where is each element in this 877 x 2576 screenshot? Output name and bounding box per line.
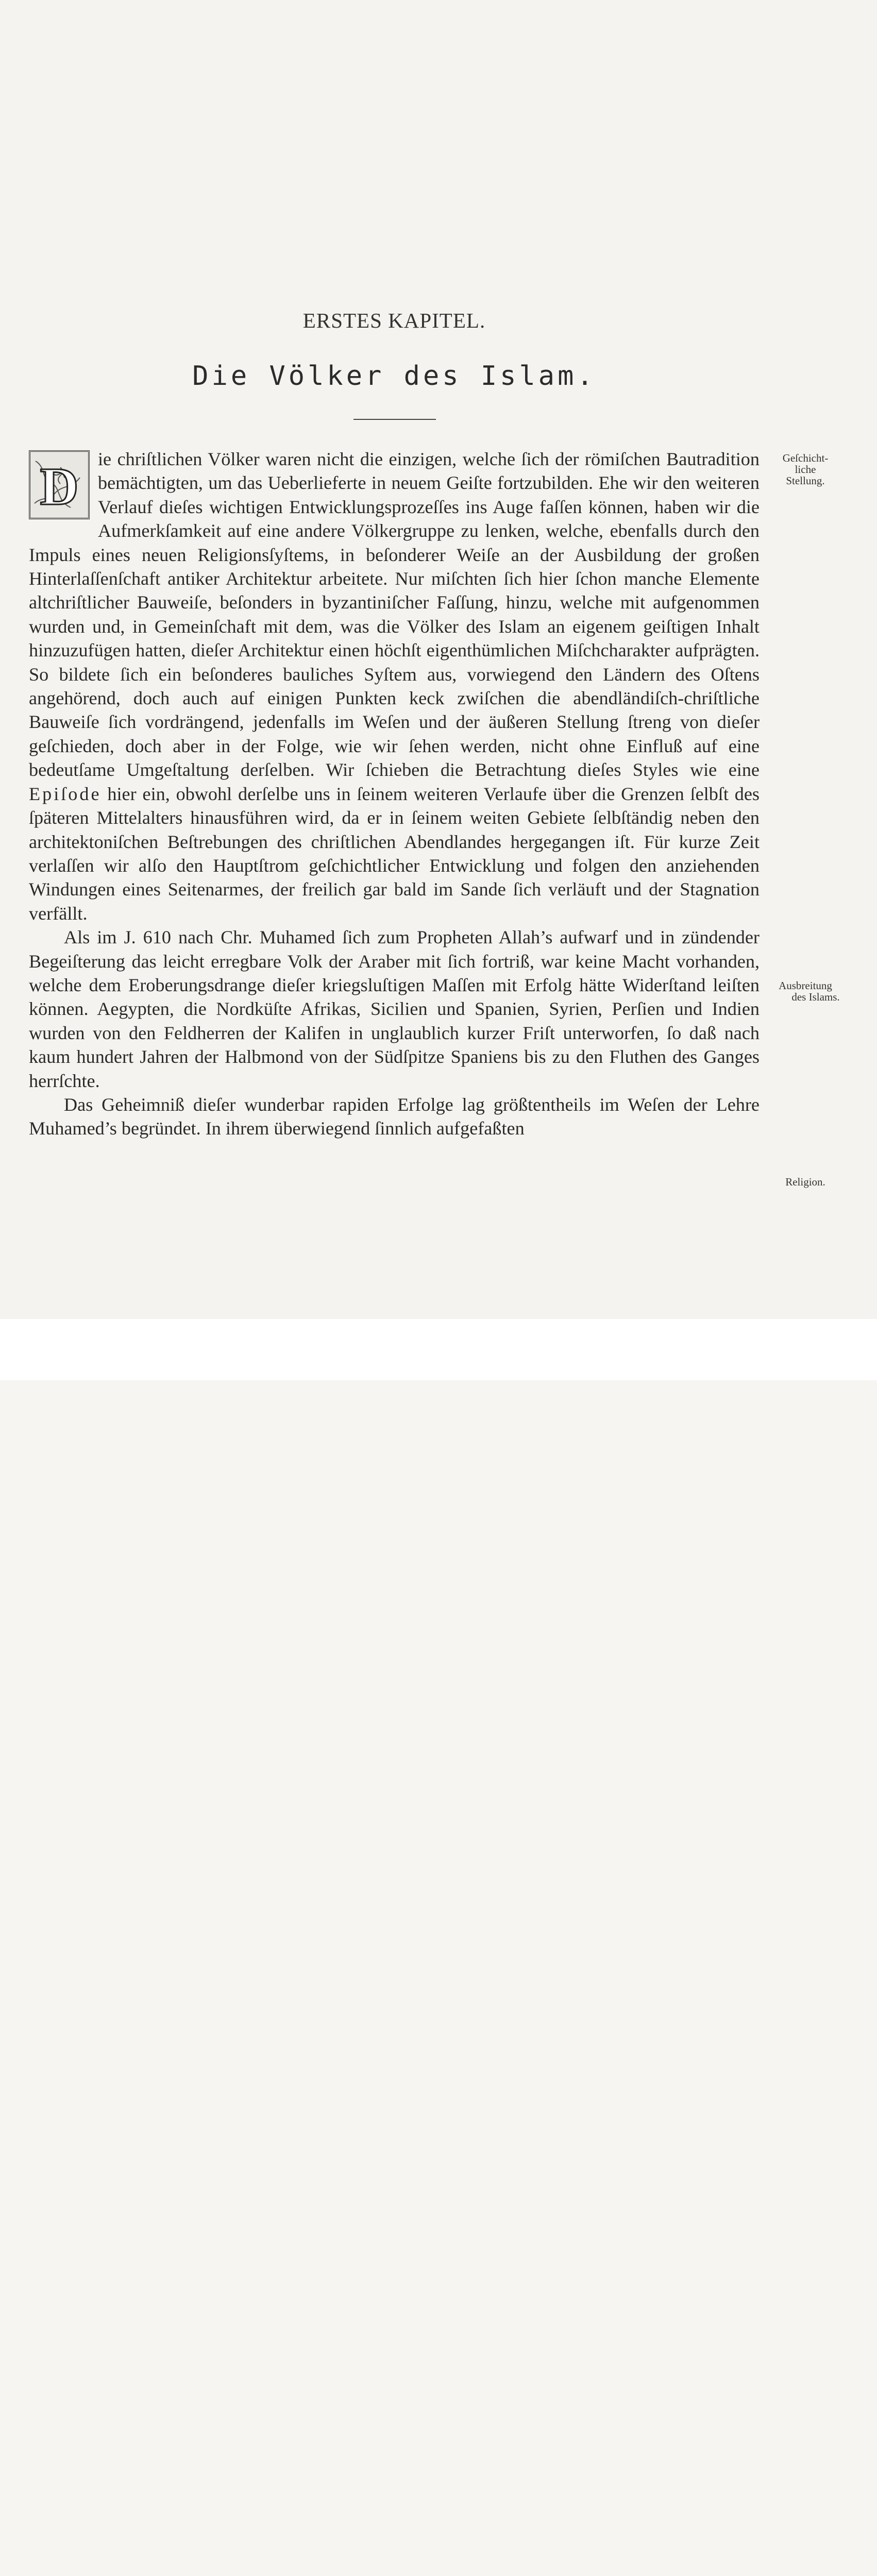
paragraph-3: Das Geheimniß dieſer wunderbar rapiden Erfolge lag größtentheils im Weſen der Lehre Muhamed’s begründet. In ihrem überwiegend ſinnlich aufgefaßten <box>29 1094 760 1139</box>
paragraph-1 <box>29 447 760 925</box>
spaced-word: Epiſode <box>29 783 102 804</box>
margin-note-stellung: Geſchicht- liche Stellung. <box>782 452 829 487</box>
body-text <box>29 447 760 1141</box>
chapter-heading: ERSTES KAPITEL. <box>302 309 486 332</box>
paragraph-1-text-b: hier ein, obwohl derſelbe uns in ſeinem weiteren Verlaufe über die Grenzen ſelbſt des ſpäteren Mittelalters hinausführen wird, da er in ſeinem weiten Gebiete ſelbſtändig neben den architektoniſchen Beſtrebungen des chriſtlichen Abendlandes hergegangen iſt. Für kurze Zeit verlaſſen wir alſo den Hauptſtrom geſchichtlicher Entwicklung und folgen den anziehenden Windungen eines Seitenarmes, der freilich gar bald im Sande ſich verläuft und der Stagnation verfällt. <box>29 783 760 924</box>
margin-note-ausbreitung: Ausbreitung des Islams. <box>779 979 840 1003</box>
ornament-flourish-icon <box>30 452 88 518</box>
margin-note-religion: Religion. <box>785 1176 825 1188</box>
title-rule <box>353 419 436 420</box>
ornamental-initial-d <box>29 450 90 519</box>
paragraph-2: Als im J. 610 nach Chr. Muhamed ſich zum Propheten Allah’s aufwarf und in zündender Begeiſterung das leicht erregbare Volk der Araber mit ſich fortriß, war keine Macht vorhanden, welche dem Eroberungsdrange dieſer kriegsluſtigen Maſſen mit Erfolg hätte Widerſtand leiſten können. Aegypten, die Nordküſte Afrikas, Sicilien und Spanien, Syrien, Perſien und Indien wurden von den Feldherren der Kalifen in unglaublich kurzer Friſt unterworfen, ſo daß nach kaum hundert Jahren der Halbmond von der Südſpitze Spaniens bis zu den Fluthen des Ganges herrſchte. <box>29 927 760 1091</box>
initial-letter: D <box>40 457 79 516</box>
paragraph-1-text-a: ie chriſtlichen Völker waren nicht die einzigen, welche ſich der römiſchen Bautradition bemächtigten, um das Ueberlieferte in neuem Geiſte fortzubilden. Ehe wir den weiteren Verlauf dieſes wichtigen Entwicklungsprozeſſes ins Auge faſſen können, haben wir die Aufmerkſamkeit auf eine andere Völkergruppe zu lenken, welche, ebenfalls durch den Impuls eines neuen Religionsſyſtems, in beſonderer Weiſe an der Ausbildung der großen Hinterlaſſenſchaft antiker Architektur arbeitete. Nur miſchten ſich hier ſchon manche Elemente altchriſtlicher Bauweiſe, beſonders in byzantiniſcher Faſſung, hinzu, welche mit aufgenommen wurden und, in Gemeinſchaft mit dem, was die Völker des Islam an eigenem geiſtigen Inhalt hinzuzufügen hatten, dieſer Architektur einen höchſt eigenthümlichen Miſchcharakter aufprägten. So bildete ſich ein beſonderes bauliches Syſtem aus, vorwiegend den Ländern des Oſtens angehörend, doch auch auf einigen Punkten keck zwiſchen die abendländiſch-chriſtliche Bauweiſe ſich vordrängend, jedenfalls im Weſen und der äußeren Stellung ſtreng von dieſer geſchieden, doch aber in der Folge, wie wir ſehen werden, nicht ohne Einfluß auf eine bedeutſame Umgeſtaltung derſelben. Wir ſchieben die Betrachtung dieſes Styles wie eine <box>29 449 760 781</box>
footer-bar <box>0 1319 877 1380</box>
chapter-title: Die Völker des Islam. <box>192 361 596 392</box>
